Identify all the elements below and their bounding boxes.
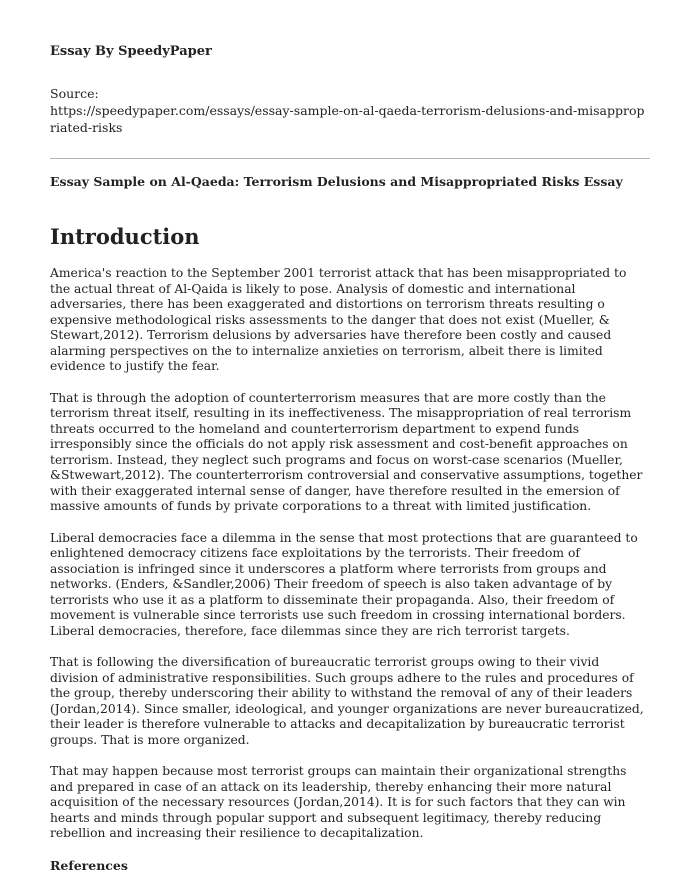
paragraph-4: That is following the diversification of bureaucratic terrorist groups owing to their vivid division of administrative responsibilities. Such groups adhere to the rules and procedures of the group, thereby underscoring their ability to withstand the removal of any of their leaders (Jordan,2014). Since smaller, ideological, and younger organizations are never bureaucratized, their leader is therefore vulnerable to attacks and decapitalization by bureaucratic terrorist groups. That is more organized. xyxy=(50,655,644,747)
section-heading: Introduction xyxy=(50,224,200,249)
essay-title: Essay Sample on Al-Qaeda: Terrorism Delusions and Misappropriated Risks Essay xyxy=(50,174,623,189)
brand-title: Essay By SpeedyPaper xyxy=(50,44,212,59)
source-url[interactable]: https://speedypaper.com/essays/essay-sample-on-al-qaeda-terrorism-delusions-and-misappropriated-risks xyxy=(50,103,645,135)
paragraph-1: America's reaction to the September 2001 terrorist attack that has been misappropriated to the actual threat of Al-Qaida is likely to pose. Analysis of domestic and international adversaries, there has been exaggerated and distortions on terrorism threats resulting o expensive methodological risks assessments to the danger that does not exist (Mueller, & Stewart,2012). Terrorism delusions by adversaries have therefore been costly and caused alarming perspectives on the to internalize anxieties on terrorism, albeit there is limited evidence to justify the fear. xyxy=(50,266,627,373)
source-label: Source: xyxy=(50,86,99,101)
references-heading: References xyxy=(50,857,128,873)
divider xyxy=(50,158,650,159)
paragraph-3: Liberal democracies face a dilemma in the sense that most protections that are guaranteed to enlightened democracy citizens face exploitations by the terrorists. Their freedom of association is infringed since it underscores a platform where terrorists from groups and networks. (Enders, &Sandler,2006) Their freedom of speech is also taken advantage of by terrorists who use it as a platform to disseminate their propaganda. Also, their freedom of movement is vulnerable since terrorists use such freedom in crossing international borders. Liberal democracies, therefore, face dilemmas since they are rich terrorist targets. xyxy=(50,530,638,638)
paragraph-2: That is through the adoption of counterterrorism measures that are more costly than the terrorism threat itself, resulting in its ineffectiveness. The misappropriation of real terrorism threats occurred to the homeland and counterterrorism department to expend funds irresponsibly since the officials do not apply risk assessment and cost-benefit approaches on terrorism. Instead, they neglect such programs and focus on worst-case scenarios (Mueller, &Stwewart,2012). The counterterrorism controversial and conservative assumptions, together with their exaggerated internal sense of danger, have therefore resulted in the emersion of massive amounts of funds by private corporations to a threat with limited justification. xyxy=(50,390,643,513)
paragraph-5: That may happen because most terrorist groups can maintain their organizational strengths and prepared in case of an attack on its leadership, thereby enhancing their more natural acquisition of the necessary resources (Jordan,2014). It is for such factors that they can win hearts and minds through popular support and subsequent legitimacy, thereby reducing rebellion and increasing their resilience to decapitalization. xyxy=(50,764,627,840)
